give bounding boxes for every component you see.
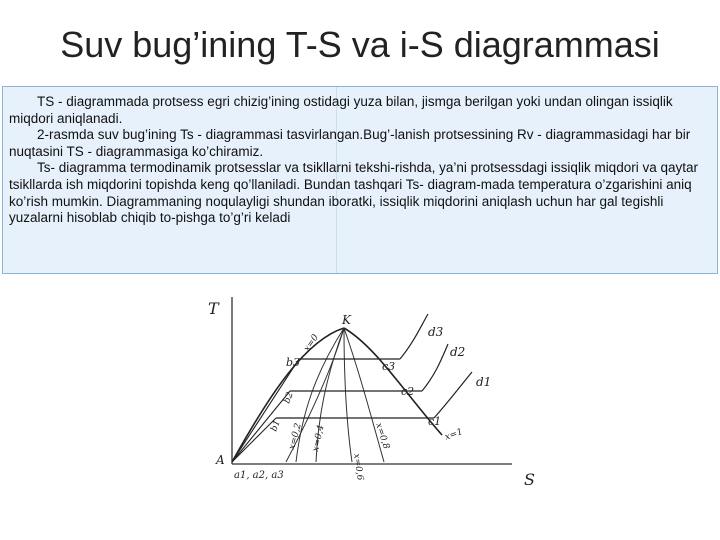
paragraph-3-text: Ts- diagramma termodinamik protsesslar va tsikllarni tekshi-rishda, ya’ni protsessdagi issiqlik miqdori va qaytar tsikllarda ish miqdorini topishda keng qo’llaniladi. Bundan tashqari Ts- diagram-mada temperatura o’zgarishini aniq ko’rish mumkin. Diagrammaning noqulayligi shundan iboratki, issiqlik miqdorini aniqlash uchun har gal tegishli yuzalarni hisoblab chiqib to-pishga to’g’ri keladi (9, 160, 698, 226)
text-box (2, 86, 718, 274)
point-d2-label: d2 (450, 345, 466, 359)
x0-label: x=0 (302, 332, 321, 354)
point-b3-label: b3 (286, 356, 301, 369)
x-mid-label-2: x=0,4 (311, 424, 327, 453)
point-c2-label: c2 (401, 385, 415, 398)
line-c1-d1 (434, 372, 472, 418)
paragraph-2-text: 2-rasmda suv bug’ining Ts - diagrammasi tasvirlangan.Bug’-lanish protsessining Rv - diagrammasidagi har bir nuqtasini TS - diagrammasiga ko’chiramiz. (9, 127, 691, 159)
point-a-label: A (216, 453, 225, 467)
line-c3-d3 (400, 314, 428, 359)
line-c2-d2 (422, 344, 448, 391)
x1-label: x=1 (443, 427, 465, 443)
process-line-a-b2 (232, 391, 290, 462)
ts-diagram (196, 292, 546, 502)
paragraph-3 (3, 160, 717, 226)
point-d1-label: d1 (476, 375, 492, 389)
x-mid-label-3: x=0,6 (351, 453, 365, 482)
s-axis-label: S (524, 470, 535, 489)
x-mid-label-1: x=0,2 (287, 422, 304, 451)
point-d3-label: d3 (428, 325, 444, 339)
point-c1-label: c1 (428, 415, 442, 428)
x-line-4 (344, 328, 384, 462)
slide-title: Suv bug’ining T-S va i-S diagrammasi (60, 24, 660, 65)
point-b2-label: b2 (282, 390, 296, 406)
a-points-label: a1, a2, a3 (234, 470, 284, 481)
t-axis-label: T (208, 299, 219, 318)
point-b1-label: b1 (269, 418, 283, 434)
x-mid-label-4: x=0,8 (373, 421, 391, 451)
paragraph-1-text: TS - diagrammada protsess egri chizig’ining ostidagi yuza bilan, jismga berilgan yoki undan olingan issiqlik miqdori aniqlanadi. (9, 94, 673, 126)
point-k-label: K (342, 313, 351, 327)
point-c3-label: c3 (382, 360, 396, 373)
paragraph-1 (3, 94, 717, 127)
paragraph-2 (3, 127, 717, 160)
